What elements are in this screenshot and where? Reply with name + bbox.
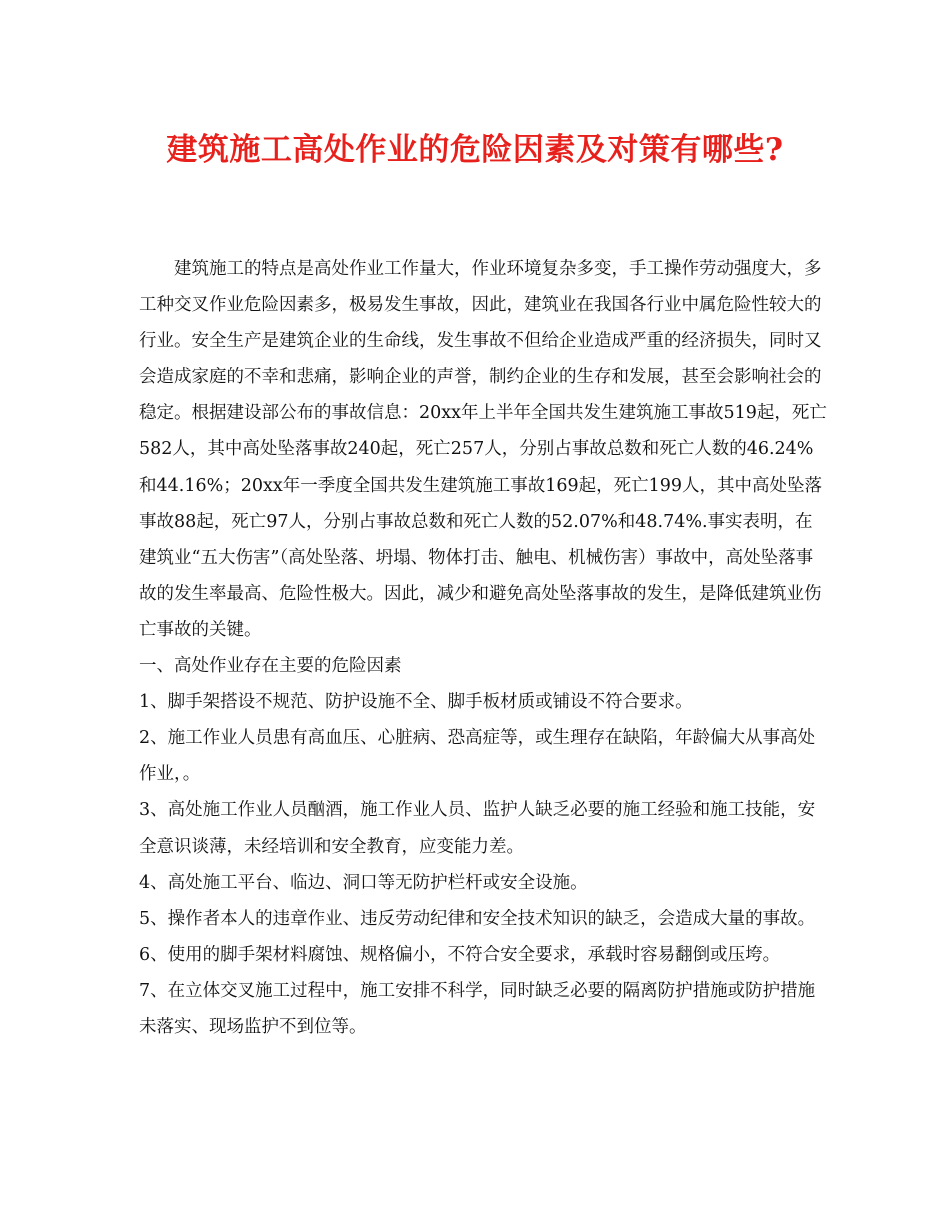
list-item: 4、高处施工平台、临边、洞口等无防护栏杆或安全设施。	[139, 872, 588, 893]
list-item: 6、使用的脚手架材料腐蚀、规格偏小，不符合安全要求，承载时容易翻倒或压垮。	[139, 944, 781, 965]
intro-paragraph: 建筑施工的特点是高处作业工作量大，作业环境复杂多变，手工操作劳动强度大，多工种交叉作业危险因素多，极易发生事故，因此，建筑业在我国各行业中属危险性较大的行业。安全生产是建筑企业的生命线，发生事故不但给企业造成严重的经济损失，同时又会造成家庭的不幸和悲痛，影响企业的声誉，制约企业的生存和发展，甚至会影响社会的稳定。根据建设部公布的事故信息：20xx年上半年全国共发生建筑施工事故519起，死亡582人，其中高处坠落事故240起，死亡257人，分别占事故总数和死亡人数的46.24%和44.16%；20xx年一季度全国共发生建筑施工事故169起，死亡199人，其中高处坠落事故88起，死亡97人，分别占事故总数和死亡人数的52.07%和48.74%.事实表明，在建筑业“五大伤害”（高处坠落、坍塌、物体打击、触电、机械伤害）事故中，高处坠落事故的发生率最高、危险性极大。因此，减少和避免高处坠落事故的发生，是降低建筑业伤亡事故的关键。	[139, 259, 827, 640]
list-item: 1、脚手架搭设不规范、防护设施不全、脚手板材质或铺设不符合要求。	[139, 692, 693, 713]
page-title: 建筑施工高处作业的危险因素及对策有哪些?	[166, 132, 784, 168]
list-item: 5、操作者本人的违章作业、违反劳动纪律和安全技术知识的缺乏，会造成大量的事故。	[139, 908, 816, 929]
document-body	[139, 251, 830, 1045]
list-item: 2、施工作业人员患有高血压、心脏病、恐高症等，或生理存在缺陷，年龄偏大从事高处作业，。	[139, 728, 816, 785]
list-item: 3、高处施工作业人员酗酒，施工作业人员、监护人缺乏必要的施工经验和施工技能，安全意识谈薄，未经培训和安全教育，应变能力差。	[139, 800, 816, 857]
section-heading: 一、高处作业存在主要的危险因素	[139, 656, 402, 677]
list-item: 7、在立体交叉施工过程中，施工安排不科学，同时缺乏必要的隔离防护措施或防护措施未落实、现场监护不到位等。	[139, 980, 816, 1037]
